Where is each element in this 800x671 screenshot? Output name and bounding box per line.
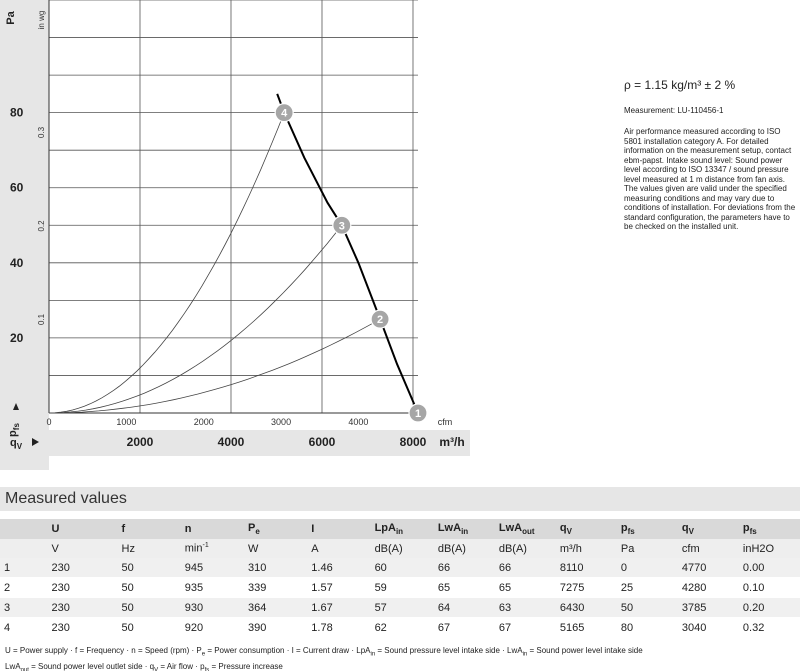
y-tick-label: 20 [10, 330, 24, 345]
operating-point-label: 2 [377, 314, 384, 327]
table-cell: 3785 [678, 598, 739, 618]
x-tick-label: 3000 [271, 417, 292, 427]
table-cell: 2 [0, 578, 47, 598]
unit-text: dB(A) [498, 542, 527, 555]
unit-text: cfm [681, 542, 700, 555]
legend-subscript: fs [204, 667, 210, 671]
table-cell: 390 [244, 618, 307, 638]
column-header-text: q [559, 521, 567, 534]
y2-tick-label: 0.3 [37, 126, 46, 138]
table-cell: 230 [47, 618, 117, 638]
table-cell: 3040 [678, 618, 739, 638]
qv-axis-sub: V [16, 442, 23, 451]
table-cell: 310 [244, 558, 307, 578]
unit-cell [307, 539, 370, 558]
legend-subscript: e [201, 651, 206, 658]
measured-values-table [0, 519, 800, 638]
pfs-axis-sub: fs [12, 423, 21, 431]
column-header-text: P [248, 521, 256, 534]
column-header [118, 519, 181, 539]
unit-cell [118, 539, 181, 558]
y-tick-label: 40 [10, 255, 24, 270]
table-cell: 4770 [678, 558, 739, 578]
unit-cell [739, 539, 800, 558]
table-cell: 7275 [556, 578, 617, 598]
table-cell: 920 [181, 618, 244, 638]
column-header-subscript: out [522, 527, 535, 537]
legend-subscript: V [154, 667, 159, 671]
column-header [181, 519, 244, 539]
legend-subscript: in [522, 651, 528, 658]
table-cell: 65 [434, 578, 495, 598]
column-header-subscript: in [461, 527, 469, 537]
table-cell: 3 [0, 598, 47, 618]
column-header [495, 519, 556, 539]
column-header-subscript: in [395, 527, 404, 537]
y-axis-unit: Pa [5, 11, 17, 25]
pfs-axis-label: $p_{fs}$ [7, 423, 21, 437]
column-header-text: p [620, 521, 628, 534]
y-tick-label: 80 [10, 105, 24, 120]
table-cell: 66 [495, 558, 556, 578]
column-header [307, 519, 370, 539]
operating-point-label: 3 [338, 220, 345, 233]
table-cell: 1 [0, 558, 47, 578]
symbol-legend [5, 645, 800, 671]
table-cell: 67 [434, 618, 495, 638]
column-header [371, 519, 434, 539]
unit-text: Pa [620, 542, 635, 555]
table-cell: 364 [244, 598, 307, 618]
column-header-text: p [742, 521, 750, 534]
table-cell: 67 [495, 618, 556, 638]
table-cell: 62 [371, 618, 434, 638]
table-cell: 25 [617, 578, 678, 598]
table-cell: 5165 [556, 618, 617, 638]
unit-text: dB(A) [374, 542, 403, 555]
table-cell: 80 [617, 618, 678, 638]
info-panel [624, 78, 800, 232]
table-cell: 4280 [678, 578, 739, 598]
unit-text: Hz [121, 542, 135, 555]
column-header-text: LwA [437, 521, 462, 534]
table-row [0, 578, 800, 598]
legend-text: LwA [5, 661, 21, 671]
unit-text: V [51, 542, 59, 555]
table-unit-row [0, 539, 800, 558]
table-cell: 230 [47, 558, 117, 578]
column-header-text: U [51, 523, 60, 535]
column-header-subscript: V [566, 527, 572, 537]
x-axis-unit: cfm [437, 417, 453, 427]
unit-superscript: -1 [202, 542, 209, 550]
x2-tick-label: 4000 [217, 435, 245, 449]
unit-cell [495, 539, 556, 558]
table-cell: 1.67 [307, 598, 370, 618]
x2-tick-label: 6000 [308, 435, 336, 449]
column-header [739, 519, 800, 539]
measurement-id: Measurement: LU-110456-1 [624, 106, 724, 115]
table-cell: 1.57 [307, 578, 370, 598]
column-header [678, 519, 739, 539]
x-tick-label: 0 [46, 417, 52, 427]
table-cell: 65 [495, 578, 556, 598]
table-cell: 50 [118, 618, 181, 638]
unit-cell [617, 539, 678, 558]
column-header [47, 519, 117, 539]
column-header [434, 519, 495, 539]
table-row [0, 558, 800, 578]
legend-text: = Sound pressure level intake side · LwA [375, 646, 523, 655]
measured-values-title: Measured values [5, 490, 127, 507]
unit-text: inH2O [742, 542, 775, 555]
column-header [556, 519, 617, 539]
table-cell: 0.00 [739, 558, 800, 578]
unit-cell [371, 539, 434, 558]
table-header-row [0, 519, 800, 539]
legend-text: U = Power supply · f = Frequency · n = Speed (rpm) · P [5, 646, 202, 655]
column-header [0, 519, 47, 539]
table-cell: 935 [181, 578, 244, 598]
table-cell: 50 [118, 558, 181, 578]
table-cell: 6430 [556, 598, 617, 618]
y-tick-label: 60 [10, 180, 24, 195]
operating-point-label: 4 [281, 107, 288, 120]
unit-text: m³/h [559, 542, 582, 555]
legend-text: = Sound power level intake side [527, 646, 643, 655]
legend-text: = Sound power level outlet side · q [28, 661, 155, 671]
y2-tick-label: 0.1 [37, 313, 46, 326]
x2-tick-label: 8000 [399, 435, 427, 449]
unit-text: W [248, 542, 259, 555]
table-cell: 8110 [556, 558, 617, 578]
column-header-subscript: e [255, 527, 260, 537]
unit-cell [0, 539, 47, 558]
measurement-note: Air performance measured according to ISO 5801 installation category A. For detailed information on the measurement setup, contact ebm-papst. Intake sound level: Sound power level according to ISO 13347 / sound pressure level measured at 1 m distance from fan axis. The values given are valid under the specified measuring conditions and may vary due to conditions of installation. For deviations from the standard configuration, the parameters have to be checked on the installed unit. [624, 127, 796, 231]
x-tick-label: 4000 [348, 417, 369, 427]
unit-cell [47, 539, 117, 558]
table-cell: 1.78 [307, 618, 370, 638]
unit-text: min [184, 542, 203, 555]
table-cell: 230 [47, 578, 117, 598]
column-header-subscript: fs [749, 527, 757, 537]
air-density: ρ = 1.15 kg/m³ ± 2 % [624, 78, 736, 92]
table-cell: 57 [371, 598, 434, 618]
table-row [0, 618, 800, 638]
table-cell: 59 [371, 578, 434, 598]
plot-area [49, 0, 418, 413]
column-header-text: q [681, 521, 689, 534]
column-header [244, 519, 307, 539]
legend-text: = Power consumption · I = Current draw · LpA [205, 646, 371, 655]
table-cell: 63 [495, 598, 556, 618]
column-header-text: LpA [374, 521, 396, 534]
table-cell: 0.20 [739, 598, 800, 618]
table-cell: 945 [181, 558, 244, 578]
x-tick-label: 2000 [193, 417, 214, 427]
operating-point-label: 1 [414, 408, 422, 420]
legend-text: = Pressure increase [209, 661, 283, 671]
table-cell: 0.32 [739, 618, 800, 638]
y2-axis-unit: in wg [37, 10, 46, 30]
table-cell: 60 [371, 558, 434, 578]
y2-tick-label: 0.2 [37, 220, 46, 232]
unit-text: A [311, 542, 319, 555]
unit-cell [678, 539, 739, 558]
unit-cell [244, 539, 307, 558]
column-header-text: n [184, 523, 192, 535]
qv-axis-label: $q_V$ [10, 437, 23, 451]
column-header-subscript: V [688, 527, 694, 537]
column-header-subscript: fs [627, 527, 635, 537]
unit-cell [434, 539, 495, 558]
table-cell: 50 [118, 598, 181, 618]
table-cell: 50 [617, 598, 678, 618]
table-cell: 66 [434, 558, 495, 578]
left-axis-band [0, 0, 52, 470]
legend-text: = Air flow · p [158, 661, 205, 671]
column-header-text: LwA [498, 521, 523, 534]
column-header-text: f [121, 523, 126, 535]
legend-subscript: out [20, 667, 29, 671]
legend-subscript: in [370, 651, 376, 658]
column-header-text: I [311, 523, 315, 535]
column-header [617, 519, 678, 539]
table-cell: 930 [181, 598, 244, 618]
table-cell: 0 [617, 558, 678, 578]
x2-tick-label: 2000 [126, 435, 154, 449]
table-row [0, 598, 800, 618]
x-tick-label: 1000 [116, 417, 137, 427]
measured-values-header [0, 487, 800, 511]
table-cell: 64 [434, 598, 495, 618]
unit-cell [556, 539, 617, 558]
table-cell: 1.46 [307, 558, 370, 578]
table-cell: 4 [0, 618, 47, 638]
table-cell: 339 [244, 578, 307, 598]
table-cell: 0.10 [739, 578, 800, 598]
table-cell: 230 [47, 598, 117, 618]
unit-cell [181, 539, 244, 558]
table-cell: 50 [118, 578, 181, 598]
unit-text: dB(A) [437, 542, 466, 555]
x2-axis-unit: m³/h [439, 435, 465, 449]
